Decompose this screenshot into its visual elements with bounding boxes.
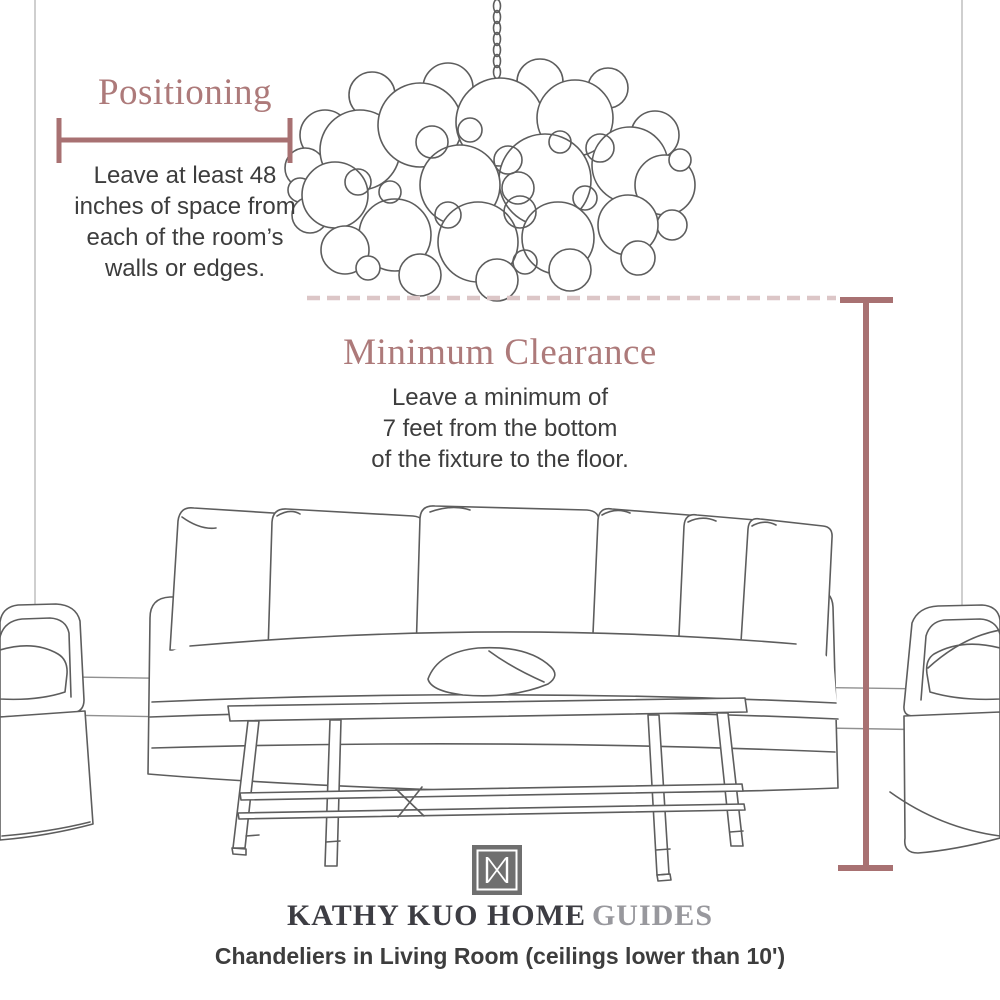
clearance-heading: Minimum Clearance <box>343 332 657 373</box>
chandelier-chain <box>494 0 501 79</box>
vertical-measure-line <box>838 300 893 868</box>
positioning-body-line: each of the room’s <box>86 224 284 251</box>
clearance-body <box>250 382 750 475</box>
clearance-body-line: 7 feet from the bottom <box>382 415 618 442</box>
brand-guides-label: GUIDES <box>591 899 714 932</box>
guide-subtitle: Chandeliers in Living Room (ceilings lower than 10') <box>214 943 786 969</box>
positioning-body-line: inches of space from <box>74 193 296 220</box>
kathy-kuo-home-logo-icon <box>472 845 522 895</box>
horizontal-measure-line <box>57 118 292 163</box>
armchair-right-illustration <box>890 605 1000 853</box>
clearance-body-line: Leave a minimum of <box>391 384 609 411</box>
brand-name: KATHY KUO HOME <box>286 899 586 932</box>
positioning-heading: Positioning <box>97 72 273 113</box>
positioning-body-line: Leave at least 48 <box>93 162 277 189</box>
positioning-body-line: walls or edges. <box>104 255 266 282</box>
brand-wordmark <box>0 900 1000 932</box>
positioning-body <box>20 160 350 284</box>
armchair-left-illustration <box>0 604 93 840</box>
clearance-body-line: of the fixture to the floor. <box>371 446 629 473</box>
